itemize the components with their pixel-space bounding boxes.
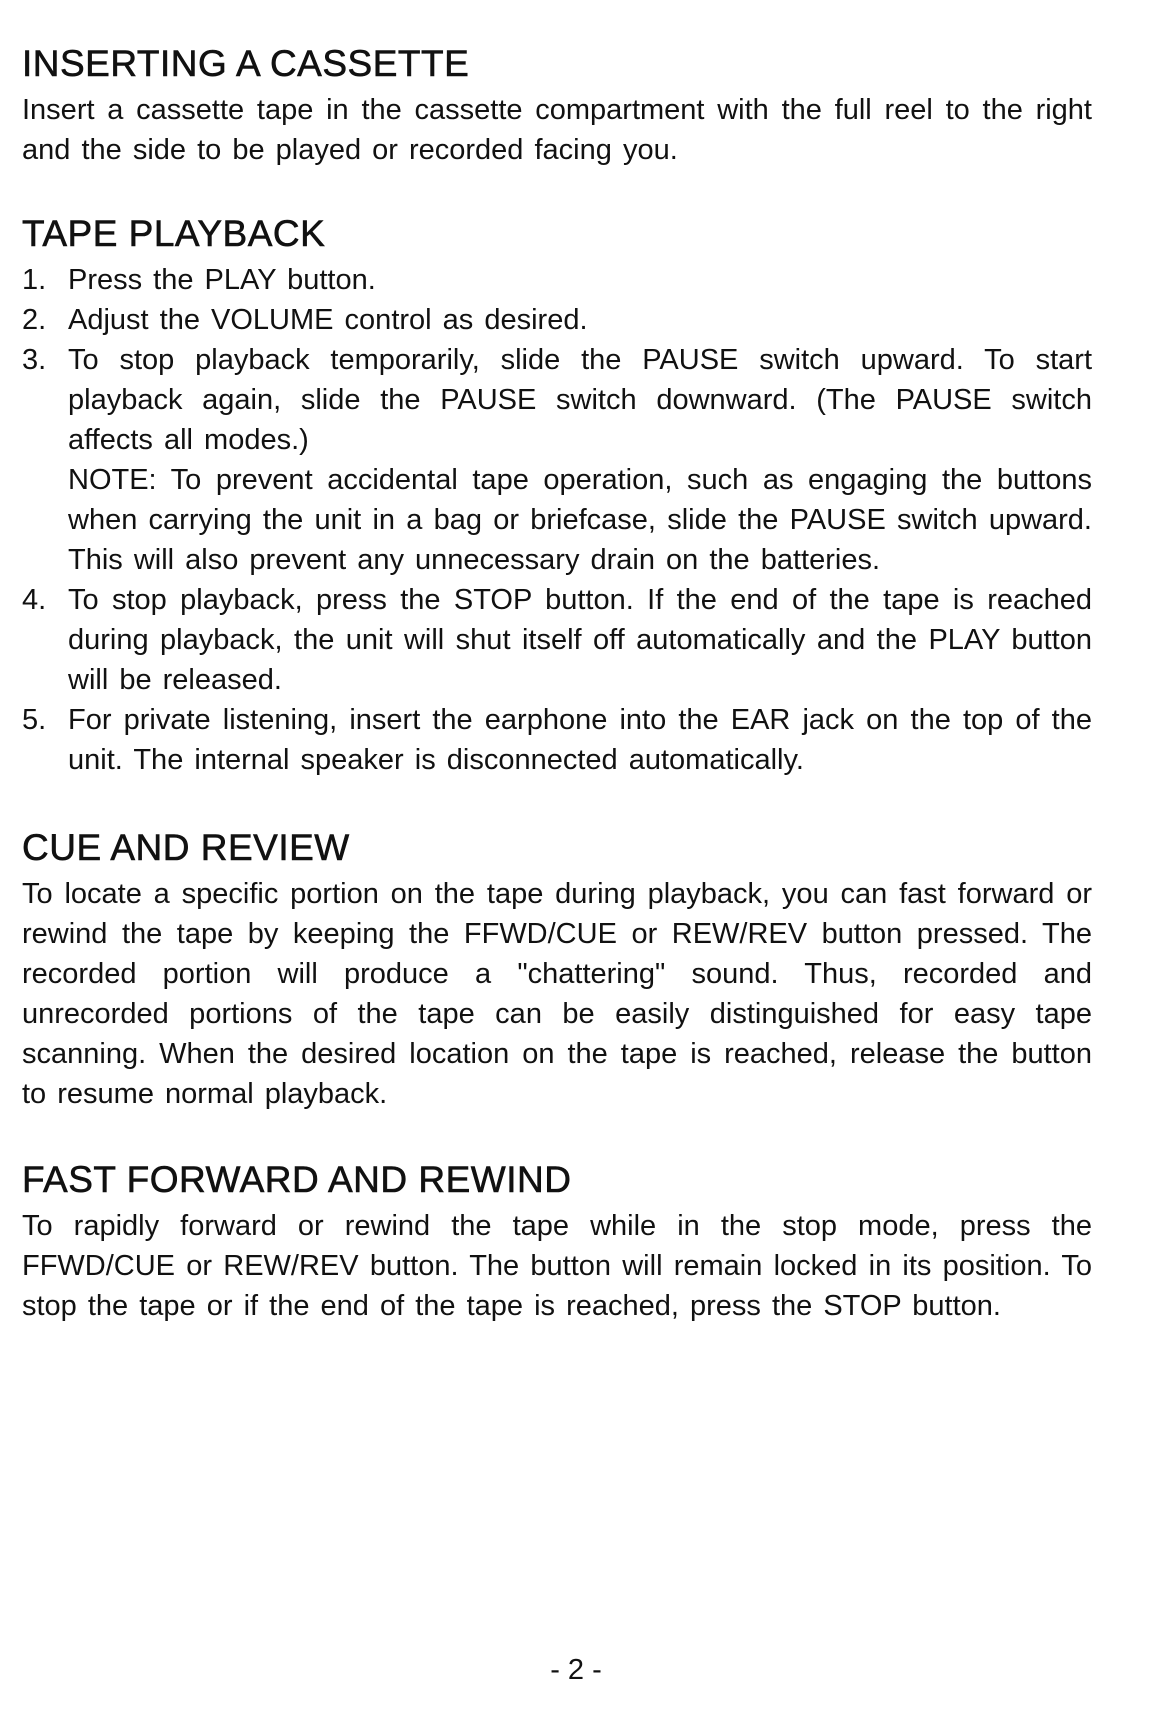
playback-steps [22,260,1092,780]
section-cue-and-review [22,822,1092,1114]
step-text: For private listening, insert the earphone into the EAR jack on the top of the unit. The internal speaker is disconnected automatically. [68,704,1092,776]
step-number: 3. [22,344,47,376]
step-text: To stop playback temporarily, slide the PAUSE switch upward. To start playback again, slide the PAUSE switch downward. (The PAUSE switch affects all modes.) [68,344,1092,456]
section-tape-playback [22,208,1092,780]
step-number: 1. [22,264,47,296]
step-text: Adjust the VOLUME control as desired. [68,304,588,336]
section-title: CUE AND REVIEW [22,827,350,868]
section-inserting-cassette [22,38,1092,170]
step-text: To stop playback, press the STOP button. If the end of the tape is reached during playback, the unit will shut itself off automatically and the PLAY button will be released. [68,584,1092,696]
section-body: To locate a specific portion on the tape during playback, you can fast forward or rewind the tape by keeping the FFWD/CUE or REW/REV button pressed. The recorded portion will produce a "chattering" sound. Thus, recorded and unrecorded portions of the tape can be easily distinguished for easy tape scanning. When the desired location on the tape is reached, release the button to resume normal playback. [22,878,1092,1110]
section-body: Insert a cassette tape in the cassette compartment with the full reel to the right and the side to be played or recorded facing you. [22,94,1092,166]
section-fast-forward-rewind [22,1154,1092,1326]
list-item [22,580,1092,700]
step-text: Press the PLAY button. [68,264,376,296]
section-title: FAST FORWARD AND REWIND [22,1159,572,1200]
list-item [22,260,1092,300]
section-body: To rapidly forward or rewind the tape while in the stop mode, press the FFWD/CUE or REW/REV button. The button will remain locked in its position. To stop the tape or if the end of the tape is reached, press the STOP button. [22,1210,1092,1322]
list-item [22,340,1092,580]
section-title: INSERTING A CASSETTE [22,43,470,84]
step-number: 2. [22,304,47,336]
list-item [22,700,1092,780]
page-number: - 2 - [550,1654,602,1686]
manual-page [22,38,1092,1326]
step-note: NOTE: To prevent accidental tape operation, such as engaging the buttons when carrying the unit in a bag or briefcase, slide the PAUSE switch upward. This will also prevent any unnecessary drain on the batteries. [68,464,1092,576]
section-title: TAPE PLAYBACK [22,213,326,254]
list-item [22,300,1092,340]
step-number: 5. [22,704,47,736]
step-number: 4. [22,584,47,616]
